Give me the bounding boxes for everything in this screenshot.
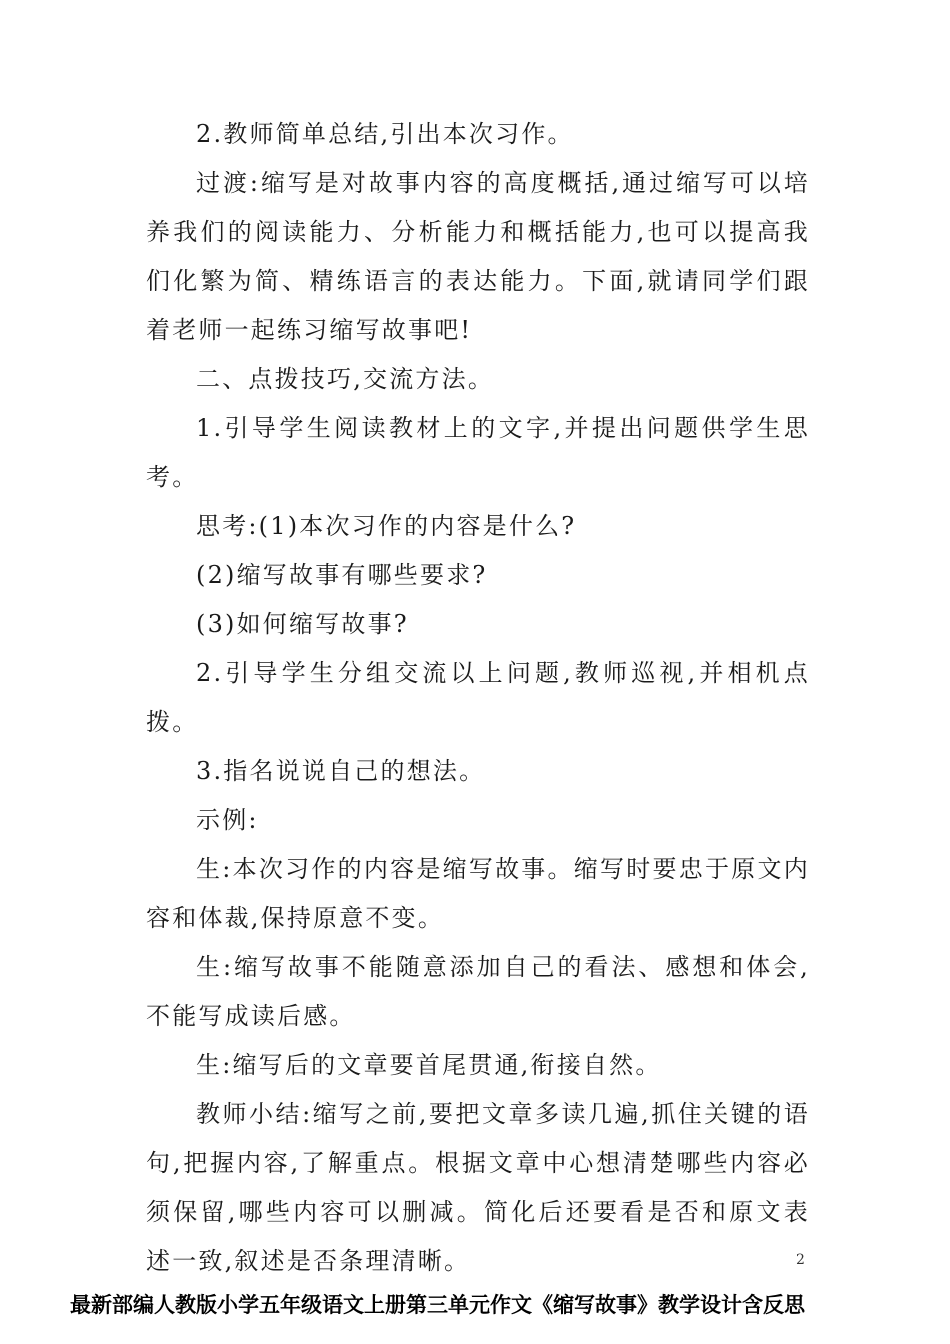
page-number: 2 <box>796 1252 805 1268</box>
document-body <box>146 110 810 1286</box>
paragraph-section-heading: 二、点拨技巧,交流方法。 <box>196 365 495 393</box>
paragraph-summary: 2.教师简单总结,引出本次习作。 <box>196 120 574 148</box>
paragraph-question-1: 思考:(1)本次习作的内容是什么? <box>196 512 577 540</box>
paragraph-step-1: 1.引导学生阅读教材上的文字,并提出问题供学生思考。 <box>146 414 810 491</box>
paragraph-transition: 过渡:缩写是对故事内容的高度概括,通过缩写可以培养我们的阅读能力、分析能力和概括能力,也可以提高我们化繁为简、精练语言的表达能力。下面,就请同学们跟着老师一起练习缩写故事吧! <box>146 169 810 344</box>
paragraph-question-3: (3)如何缩写故事? <box>196 610 409 638</box>
paragraph-question-2: (2)缩写故事有哪些要求? <box>196 561 488 589</box>
paragraph-student-answer-1: 生:本次习作的内容是缩写故事。缩写时要忠于原文内容和体裁,保持原意不变。 <box>146 855 810 932</box>
paragraph-step-2: 2.引导学生分组交流以上问题,教师巡视,并相机点拨。 <box>146 659 810 736</box>
paragraph-step-3: 3.指名说说自己的想法。 <box>196 757 486 785</box>
paragraph-teacher-summary: 教师小结:缩写之前,要把文章多读几遍,抓住关键的语句,把握内容,了解重点。根据文章中心想清楚哪些内容必须保留,哪些内容可以删减。简化后还要看是否和原文表述一致,叙述是否条理清晰。 <box>146 1100 810 1275</box>
paragraph-student-answer-3: 生:缩写后的文章要首尾贯通,衔接自然。 <box>196 1051 662 1079</box>
paragraph-student-answer-2: 生:缩写故事不能随意添加自己的看法、感想和体会,不能写成读后感。 <box>146 953 810 1030</box>
paragraph-example-label: 示例: <box>196 806 259 834</box>
footer-document-title: 最新部编人教版小学五年级语文上册第三单元作文《缩写故事》教学设计含反思 <box>70 1293 805 1317</box>
